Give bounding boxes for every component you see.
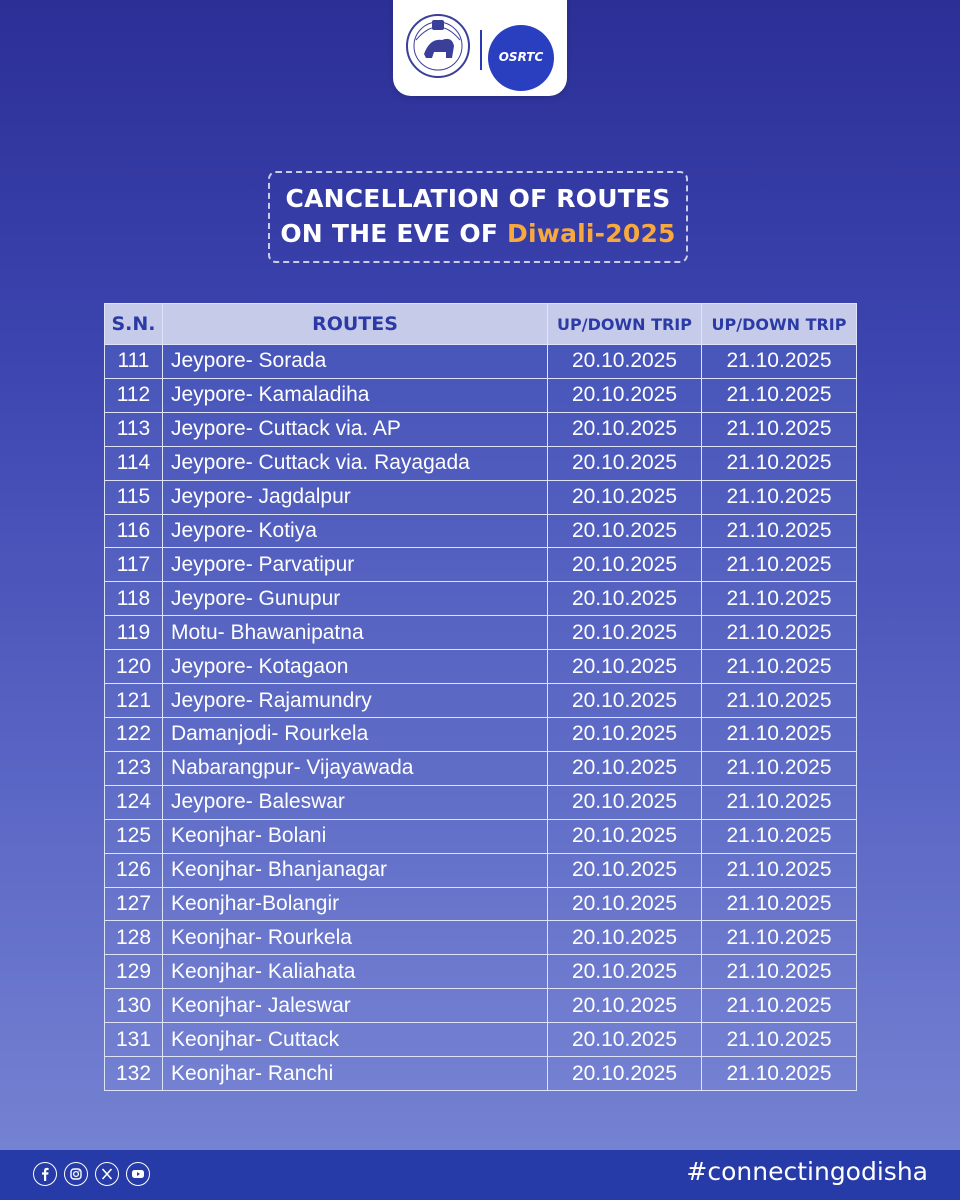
cell-route: Jeypore- Kamaladiha xyxy=(163,378,548,412)
cell-date-1: 20.10.2025 xyxy=(548,582,702,616)
cell-date-1: 20.10.2025 xyxy=(548,684,702,718)
cell-date-1: 20.10.2025 xyxy=(548,785,702,819)
table-row xyxy=(105,853,857,887)
cell-route: Keonjhar- Cuttack xyxy=(163,1023,548,1057)
table-row xyxy=(105,785,857,819)
cell-date-1: 20.10.2025 xyxy=(548,989,702,1023)
table-row xyxy=(105,819,857,853)
cell-date-1: 20.10.2025 xyxy=(548,819,702,853)
cell-route: Keonjhar- Rourkela xyxy=(163,921,548,955)
cell-sn: 120 xyxy=(105,650,163,684)
cell-sn: 125 xyxy=(105,819,163,853)
cell-route: Damanjodi- Rourkela xyxy=(163,717,548,751)
cell-date-2: 21.10.2025 xyxy=(702,412,857,446)
page-title-line2 xyxy=(268,219,688,248)
x-icon[interactable] xyxy=(95,1162,119,1186)
cell-date-2: 21.10.2025 xyxy=(702,921,857,955)
table-row xyxy=(105,446,857,480)
header-trip-1: UP/DOWN TRIP xyxy=(548,304,702,345)
table-row xyxy=(105,582,857,616)
table-header-row xyxy=(105,304,857,345)
header-routes: ROUTES xyxy=(163,304,548,345)
cell-date-1: 20.10.2025 xyxy=(548,853,702,887)
cell-date-1: 20.10.2025 xyxy=(548,1023,702,1057)
youtube-icon[interactable] xyxy=(126,1162,150,1186)
table-row xyxy=(105,616,857,650)
cell-route: Jeypore- Rajamundry xyxy=(163,684,548,718)
table-row xyxy=(105,650,857,684)
cell-route: Jeypore- Cuttack via. Rayagada xyxy=(163,446,548,480)
cell-sn: 115 xyxy=(105,480,163,514)
cell-date-1: 20.10.2025 xyxy=(548,446,702,480)
cell-route: Keonjhar- Kaliahata xyxy=(163,955,548,989)
cell-sn: 112 xyxy=(105,378,163,412)
cell-date-2: 21.10.2025 xyxy=(702,785,857,819)
cell-route: Jeypore- Kotiya xyxy=(163,514,548,548)
table-body xyxy=(105,345,857,1091)
table-row xyxy=(105,684,857,718)
table-row xyxy=(105,480,857,514)
cell-date-2: 21.10.2025 xyxy=(702,989,857,1023)
cell-sn: 123 xyxy=(105,751,163,785)
cell-date-2: 21.10.2025 xyxy=(702,1057,857,1091)
cell-route: Keonjhar-Bolangir xyxy=(163,887,548,921)
cell-date-2: 21.10.2025 xyxy=(702,717,857,751)
cell-sn: 111 xyxy=(105,345,163,379)
cell-date-1: 20.10.2025 xyxy=(548,412,702,446)
cell-date-1: 20.10.2025 xyxy=(548,378,702,412)
cell-date-1: 20.10.2025 xyxy=(548,751,702,785)
cell-route: Motu- Bhawanipatna xyxy=(163,616,548,650)
facebook-icon[interactable] xyxy=(33,1162,57,1186)
header-trip-2: UP/DOWN TRIP xyxy=(702,304,857,345)
cell-sn: 127 xyxy=(105,887,163,921)
table-row xyxy=(105,921,857,955)
cell-sn: 114 xyxy=(105,446,163,480)
table-row xyxy=(105,378,857,412)
instagram-icon[interactable] xyxy=(64,1162,88,1186)
cell-route: Nabarangpur- Vijayawada xyxy=(163,751,548,785)
cell-sn: 128 xyxy=(105,921,163,955)
table-row xyxy=(105,345,857,379)
table-row xyxy=(105,751,857,785)
cell-date-1: 20.10.2025 xyxy=(548,616,702,650)
cell-sn: 121 xyxy=(105,684,163,718)
cell-sn: 118 xyxy=(105,582,163,616)
cell-date-2: 21.10.2025 xyxy=(702,345,857,379)
cell-date-2: 21.10.2025 xyxy=(702,548,857,582)
cell-sn: 116 xyxy=(105,514,163,548)
cell-date-2: 21.10.2025 xyxy=(702,480,857,514)
cell-date-1: 20.10.2025 xyxy=(548,345,702,379)
cell-route: Jeypore- Jagdalpur xyxy=(163,480,548,514)
cell-route: Jeypore- Gunupur xyxy=(163,582,548,616)
cell-date-2: 21.10.2025 xyxy=(702,887,857,921)
route-cancellation-table xyxy=(104,303,857,1091)
cell-route: Jeypore- Baleswar xyxy=(163,785,548,819)
cell-route: Jeypore- Sorada xyxy=(163,345,548,379)
cell-date-1: 20.10.2025 xyxy=(548,955,702,989)
table-row xyxy=(105,548,857,582)
cell-sn: 129 xyxy=(105,955,163,989)
cell-date-2: 21.10.2025 xyxy=(702,514,857,548)
logo-divider xyxy=(480,30,482,70)
cell-date-1: 20.10.2025 xyxy=(548,921,702,955)
cell-date-2: 21.10.2025 xyxy=(702,819,857,853)
table-row xyxy=(105,955,857,989)
osrtc-logo-text: OSRTC xyxy=(498,50,544,64)
cell-sn: 130 xyxy=(105,989,163,1023)
cell-route: Jeypore- Parvatipur xyxy=(163,548,548,582)
cell-date-1: 20.10.2025 xyxy=(548,1057,702,1091)
cell-date-2: 21.10.2025 xyxy=(702,616,857,650)
table-row xyxy=(105,1057,857,1091)
cell-sn: 113 xyxy=(105,412,163,446)
cell-date-2: 21.10.2025 xyxy=(702,650,857,684)
cell-sn: 132 xyxy=(105,1057,163,1091)
cell-date-1: 20.10.2025 xyxy=(548,514,702,548)
odisha-emblem-logo xyxy=(402,6,474,86)
cell-date-2: 21.10.2025 xyxy=(702,751,857,785)
cell-date-2: 21.10.2025 xyxy=(702,378,857,412)
cell-date-1: 20.10.2025 xyxy=(548,887,702,921)
title-highlight: Diwali-2025 xyxy=(507,219,676,248)
cell-date-1: 20.10.2025 xyxy=(548,717,702,751)
table-row xyxy=(105,887,857,921)
cell-sn: 119 xyxy=(105,616,163,650)
hashtag-text[interactable]: #connectingodisha xyxy=(686,1157,928,1186)
cell-date-1: 20.10.2025 xyxy=(548,548,702,582)
cell-route: Keonjhar- Bhanjanagar xyxy=(163,853,548,887)
cell-route: Keonjhar- Jaleswar xyxy=(163,989,548,1023)
page-title-line1: CANCELLATION OF ROUTES xyxy=(285,184,671,213)
cell-sn: 122 xyxy=(105,717,163,751)
table-row xyxy=(105,989,857,1023)
cell-date-1: 20.10.2025 xyxy=(548,650,702,684)
cell-date-2: 21.10.2025 xyxy=(702,684,857,718)
header-sn: S.N. xyxy=(105,304,163,345)
cell-sn: 131 xyxy=(105,1023,163,1057)
cell-date-2: 21.10.2025 xyxy=(702,955,857,989)
table-row xyxy=(105,717,857,751)
cell-date-2: 21.10.2025 xyxy=(702,1023,857,1057)
cell-route: Jeypore- Kotagaon xyxy=(163,650,548,684)
cell-route: Keonjhar- Ranchi xyxy=(163,1057,548,1091)
cell-date-2: 21.10.2025 xyxy=(702,446,857,480)
table-row xyxy=(105,412,857,446)
cell-sn: 124 xyxy=(105,785,163,819)
cell-date-2: 21.10.2025 xyxy=(702,582,857,616)
cell-sn: 117 xyxy=(105,548,163,582)
cell-route: Keonjhar- Bolani xyxy=(163,819,548,853)
table-row xyxy=(105,1023,857,1057)
table-row xyxy=(105,514,857,548)
cell-route: Jeypore- Cuttack via. AP xyxy=(163,412,548,446)
cell-date-1: 20.10.2025 xyxy=(548,480,702,514)
cell-date-2: 21.10.2025 xyxy=(702,853,857,887)
cell-sn: 126 xyxy=(105,853,163,887)
title-prefix: ON THE EVE OF xyxy=(280,219,508,248)
